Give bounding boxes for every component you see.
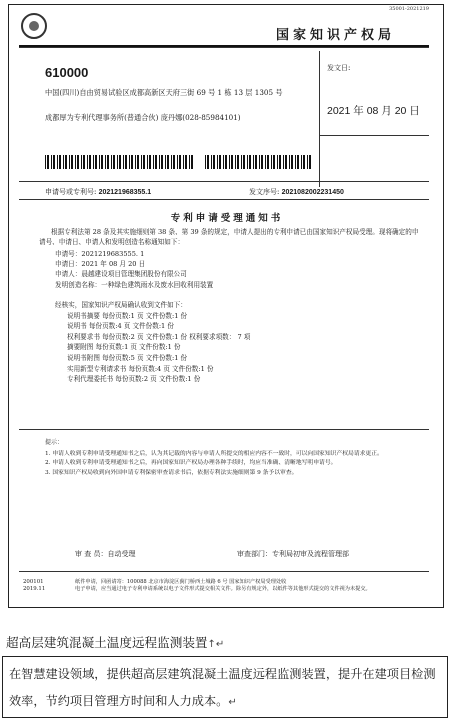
barcode-left [45,155,193,169]
application-number: 202121968355.1 [98,189,152,196]
date-divider [319,135,429,136]
description-box [2,656,448,718]
notice-title: 专利申请受理通知书 [170,213,284,224]
send-date: 2021 年 08 月 20 日 [327,105,420,117]
tips-title: 提示： [45,439,64,446]
reviewer: 审 查 员：自动受理 [75,550,136,558]
intro-paragraph [39,227,419,247]
footer-divider [19,571,429,572]
file-item: 说明书 每份页数:4 页 文件份数:1 份 [67,322,174,331]
info-line: 申请日：2021 年 08 月 20 日 [55,260,146,269]
tips-divider [19,429,429,430]
header-divider [19,47,429,48]
form-number: 35001-2021219 [389,6,429,12]
file-item: 权利要求书 每份页数:2 页 文件份数:1 份 权利要求项数： 7 项 [67,332,251,341]
agent-info: 成都厚为专利代理事务所(普通合伙) 庞丹娜(028-85984101) [45,113,241,122]
tip-item: 2. 申请人收到专利申请受理通知书之后，再向国家知识产权局办理各种手续时，均应当准确、清晰地写明申请号。 [45,460,337,467]
file-item: 实用新型专利请求书 每份页数:4 页 文件份数:1 份 [67,364,214,373]
intro-text: 根据专利法第 28 条及其实施细则第 38 条、第 39 条的规定，申请人提出的专利申请已由国家知识产权局受理。现将确定的申请号、申请日、申请人和发明创造名称通知如下： [39,228,419,246]
send-number-label: 发文序号: [249,188,280,196]
file-item: 摘要附图 每份页数:1 页 文件份数:1 份 [67,343,181,352]
tips-list [45,450,429,478]
description-text: 在智慧建设领域，提供超高层建筑混凝土温度远程监测装置，提升在建项目检测效率，节约项目管理方时间和人力成本。 [9,667,436,708]
received-files [55,300,250,385]
application-number-row [45,187,151,197]
patent-notice-document [8,4,444,608]
footer-code: 200101 2019.11 [23,579,46,592]
row-divider-top [19,181,429,182]
review-department: 审查部门：专利局初审及流程管理部 [237,550,349,558]
application-number-label: 申请号或专利号: [45,188,97,196]
send-number-row [249,187,344,197]
files-heading: 经核实，国家知识产权局确认收到文件如下： [55,301,187,309]
tip-item: 1. 申请人收到专利申请受理通知书之后，认为其记载的内容与申请人所提交的相应内容不一致时，可以向国家知识产权局请求更正。 [45,451,383,457]
caption-title: 超高层建筑混凝土温度远程监测装置 [6,635,208,650]
info-line: 申请人：晨越建设项目管理集团股份有限公司 [55,270,187,279]
column-divider [319,51,320,187]
recipient-address: 中国(四川)自由贸易试验区成都高新区天府三街 69 号 1 栋 13 层 1305 号 [45,88,283,97]
send-date-label: 发文日: [327,64,351,72]
caption-marks: ↑↵ [207,639,225,650]
info-line: 发明创造名称：一种绿色建筑雨水及废水回收利用装置 [55,280,214,289]
authority-title: 国家知识产权局 [275,27,395,43]
file-item: 专利代理委托书 每份页数:2 页 文件份数:1 份 [67,375,201,384]
send-number: 2021082002231450 [281,189,344,196]
paragraph-mark: ↵ [228,697,237,708]
tip-item: 3. 国家知识产权局收到向外国申请专利保密审查请求书后，依据专利法实施细则第 9 条予以审查。 [45,469,298,476]
document-header [19,21,429,47]
file-item: 说明书摘要 每份页数:1 页 文件份数:1 份 [67,311,188,320]
figure-caption [6,632,224,651]
postcode: 610000 [45,65,89,80]
barcode-right [205,155,311,169]
row-divider-bottom [19,199,429,200]
info-line: 申请号：2021219683555. 1 [55,250,145,258]
file-item: 说明书附图 每份页数:5 页 文件份数:1 份 [67,353,188,362]
application-info [55,249,213,290]
footer-text: 纸件申请，回函请寄：100088 北京市海淀区蓟门桥西土城路 6 号 国家知识产权局受理处收 电子申请，应当通过电子专利申请系统以电子文件形式提交相关文件。除另有规定外，以纸件等其他形式提交的文件视为未提交。 [75,579,371,592]
